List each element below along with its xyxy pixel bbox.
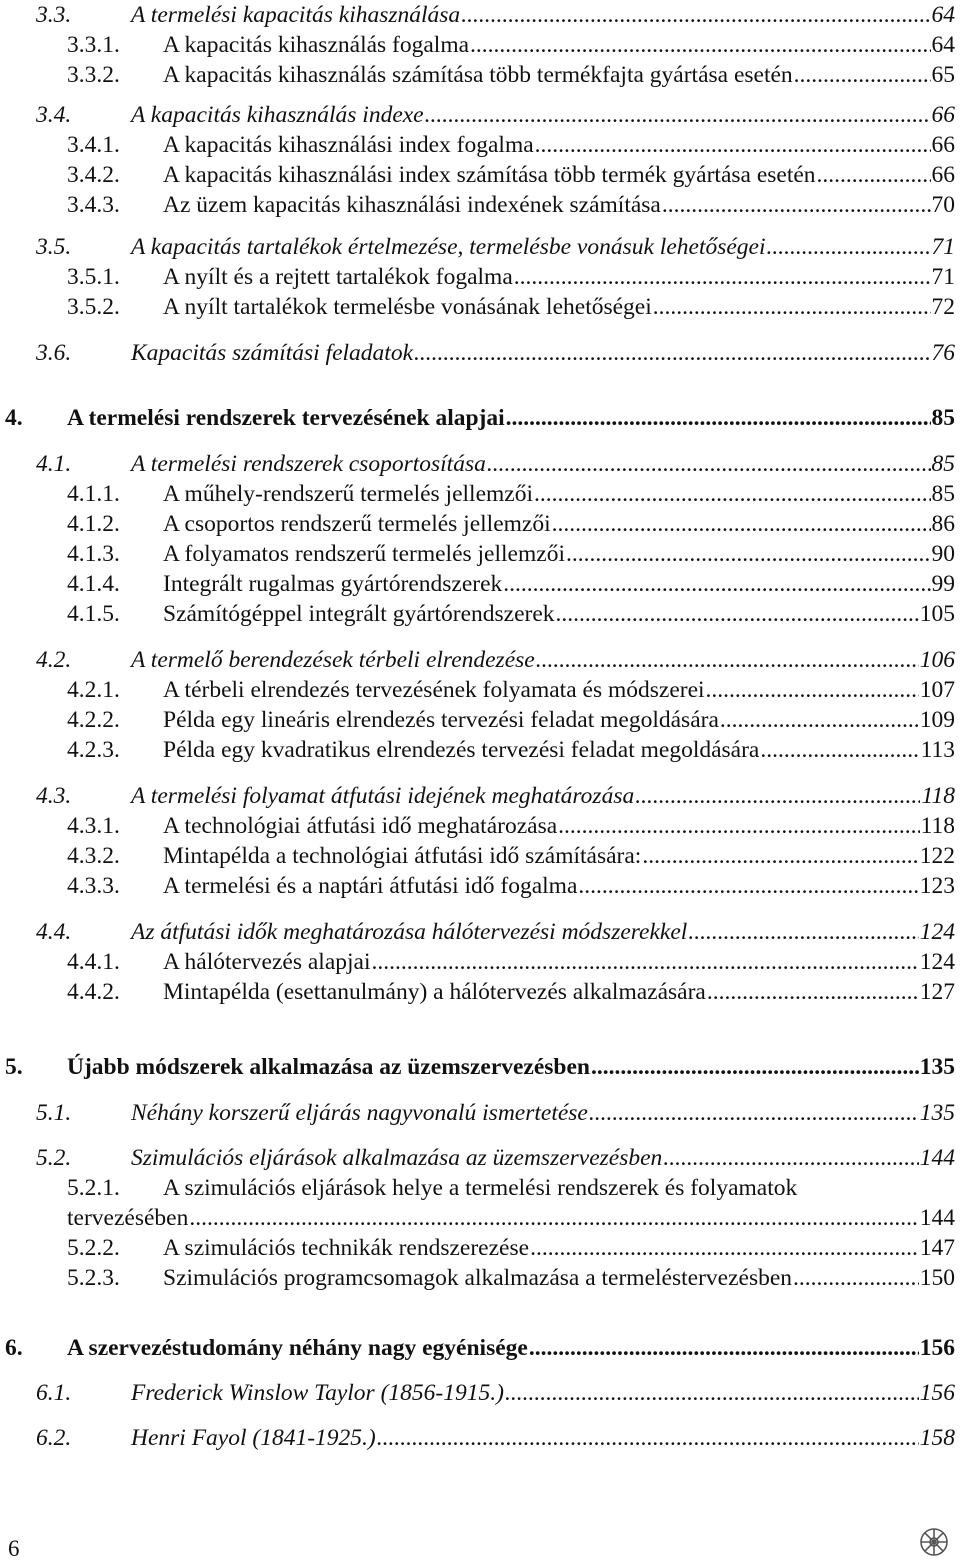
- toc-entry-title: A kapacitás tartalékok értelmezése, termelésbe vonásuk lehetőségei: [131, 234, 766, 260]
- toc-entry-number: 4.1.1.: [67, 481, 120, 507]
- toc-entry-number: 3.5.1.: [67, 264, 120, 290]
- dot-leader: [377, 1423, 919, 1453]
- toc-entry[interactable]: [0, 449, 960, 479]
- toc-entry-number: 4.3.1.: [67, 813, 120, 839]
- toc-entry-number: 4.1.3.: [67, 541, 120, 567]
- toc-entry-number: 4.: [5, 405, 23, 431]
- toc-entry-page: 70: [931, 192, 955, 218]
- toc-entry[interactable]: [0, 539, 960, 569]
- toc-entry[interactable]: [0, 977, 960, 1007]
- toc-entry-number: 3.5.2.: [67, 294, 120, 320]
- toc-entry-number: 5.2.2.: [67, 1235, 120, 1261]
- toc-entry-page: 107: [919, 677, 955, 703]
- toc-entry-title: A szimulációs technikák rendszerezése: [163, 1235, 530, 1261]
- toc-entry-number: 6.1.: [36, 1380, 72, 1406]
- toc-entry-number: 3.4.1.: [67, 132, 120, 158]
- toc-entry[interactable]: [0, 1143, 960, 1173]
- toc-entry[interactable]: [0, 160, 960, 190]
- toc-entry-page: 86: [931, 511, 955, 537]
- toc-entry[interactable]: [0, 262, 960, 292]
- dot-leader: [534, 479, 931, 509]
- toc-entry-title: A termelési és a naptári átfutási idő fogalma: [163, 873, 578, 899]
- toc-entry-title: A szervezéstudomány néhány nagy egyénisége: [67, 1335, 528, 1361]
- toc-entry-number: 5.: [5, 1054, 23, 1080]
- toc-entry-number: 4.4.2.: [67, 979, 120, 1005]
- toc-entry-number: 4.4.1.: [67, 949, 120, 975]
- toc-entry-title: Példa egy lineáris elrendezés tervezési feladat megoldására: [163, 707, 719, 733]
- toc-entry-number: 3.3.2.: [67, 62, 120, 88]
- toc-entry-page: 144: [919, 1205, 955, 1231]
- toc-entry[interactable]: [0, 871, 960, 901]
- dot-leader: [461, 0, 930, 30]
- toc-entry-title: Számítógéppel integrált gyártórendszerek: [163, 601, 555, 627]
- toc-entry-number: 3.4.3.: [67, 192, 120, 218]
- toc-entry-page: 127: [919, 979, 955, 1005]
- toc-entry-number: 5.2.1.: [67, 1175, 120, 1201]
- toc-entry-title: Szimulációs eljárások alkalmazása az üzemszervezésben: [131, 1145, 663, 1171]
- toc-entry-page: 150: [919, 1265, 955, 1291]
- toc-entry-page: 65: [931, 62, 955, 88]
- toc-entry[interactable]: [0, 917, 960, 947]
- dot-leader: [506, 403, 931, 433]
- toc-entry[interactable]: [0, 705, 960, 735]
- toc-entry-number: 4.4.: [36, 919, 72, 945]
- dot-leader: [505, 1378, 919, 1408]
- toc-entry-number: 4.3.2.: [67, 843, 120, 869]
- toc-entry-title: A térbeli elrendezés tervezésének folyamata és módszerei: [163, 677, 705, 703]
- dot-leader: [189, 1203, 918, 1233]
- toc-entry-title: Integrált rugalmas gyártórendszerek: [163, 571, 503, 597]
- toc-entry-page: 66: [931, 102, 955, 128]
- toc-entry-title: A folyamatos rendszerű termelés jellemzői: [163, 541, 565, 567]
- dot-leader: [535, 130, 931, 160]
- dot-leader: [662, 190, 931, 220]
- toc-entry[interactable]: [0, 479, 960, 509]
- toc-entry-page: 147: [919, 1235, 955, 1261]
- toc-entry-number: 3.3.1.: [67, 32, 120, 58]
- toc-entry-number: 4.2.2.: [67, 707, 120, 733]
- dot-leader: [552, 509, 931, 539]
- dot-leader: [720, 705, 919, 735]
- toc-entry-page: 85: [931, 405, 955, 431]
- toc-entry[interactable]: [0, 338, 960, 368]
- toc-entry-page: 156: [919, 1335, 955, 1361]
- dot-leader: [414, 338, 931, 368]
- toc-entry[interactable]: [0, 1233, 960, 1263]
- dot-leader: [767, 232, 931, 262]
- toc-entry-page: 123: [919, 873, 955, 899]
- toc-entry-title: Mintapélda a technológiai átfutási idő számítására:: [163, 843, 642, 869]
- toc-entry-title: Kapacitás számítási feladatok: [131, 340, 413, 366]
- toc-entry[interactable]: [0, 1378, 960, 1408]
- toc-entry-number: 3.4.2.: [67, 162, 120, 188]
- toc-entry[interactable]: [0, 675, 960, 705]
- toc-entry-title: A nyílt és a rejtett tartalékok fogalma: [163, 264, 513, 290]
- toc-entry-page: 99: [931, 571, 955, 597]
- toc-entry-title: A termelési rendszerek tervezésének alapjai: [67, 405, 505, 431]
- toc-entry-page: 64: [931, 32, 955, 58]
- toc-entry[interactable]: [0, 1173, 960, 1203]
- toc-entry[interactable]: [0, 130, 960, 160]
- toc-entry-title: A kapacitás kihasználás fogalma: [163, 32, 470, 58]
- toc-entry-page: 124: [919, 949, 955, 975]
- toc-entry-page: 109: [919, 707, 955, 733]
- dot-leader: [760, 735, 919, 765]
- toc-entry-page: 105: [919, 601, 955, 627]
- toc-entry-page: 66: [931, 162, 955, 188]
- toc-entry-title: A kapacitás kihasználás indexe: [131, 102, 424, 128]
- dot-leader: [371, 947, 918, 977]
- toc-entry-number: 5.2.3.: [67, 1265, 120, 1291]
- dot-leader: [591, 1052, 919, 1082]
- toc-entry-page: 85: [931, 481, 955, 507]
- toc-entry-number: 3.3.: [36, 2, 72, 28]
- toc-entry[interactable]: [0, 947, 960, 977]
- toc-entry-title: A kapacitás kihasználási index fogalma: [163, 132, 534, 158]
- toc-entry-title: Frederick Winslow Taylor (1856-1915.): [131, 1380, 504, 1406]
- toc-entry-title: A termelési folyamat átfutási idejének meghatározása: [131, 783, 635, 809]
- toc-entry[interactable]: [0, 569, 960, 599]
- toc-entry-page: 64: [931, 2, 955, 28]
- dot-leader: [530, 1233, 919, 1263]
- toc-entry[interactable]: [0, 509, 960, 539]
- dot-leader: [536, 645, 919, 675]
- toc-entry-title: A termelő berendezések térbeli elrendezése: [131, 647, 535, 673]
- dot-leader: [566, 539, 931, 569]
- toc-entry-number: 4.1.4.: [67, 571, 120, 597]
- toc-entry-title: Henri Fayol (1841-1925.): [131, 1425, 376, 1451]
- toc-entry[interactable]: [0, 1263, 960, 1293]
- toc-entry[interactable]: [0, 0, 960, 30]
- toc-entry-number: 4.1.2.: [67, 511, 120, 537]
- toc-entry-number: 4.3.: [36, 783, 72, 809]
- dot-leader: [514, 262, 931, 292]
- toc-entry-title: Példa egy kvadratikus elrendezés tervezési feladat megoldására: [163, 737, 760, 763]
- toc-entry-title: Szimulációs programcsomagok alkalmazása a termeléstervezésben: [163, 1265, 793, 1291]
- toc-entry-title: A kapacitás kihasználás számítása több termékfajta gyártása esetén: [163, 62, 793, 88]
- dot-leader: [635, 781, 920, 811]
- toc-entry[interactable]: [0, 599, 960, 629]
- toc-entry[interactable]: [0, 1052, 960, 1082]
- toc-entry-title: Az átfutási idők meghatározása hálótervezési módszerekkel: [131, 919, 688, 945]
- dot-leader: [558, 811, 919, 841]
- toc-entry-page: 135: [919, 1054, 955, 1080]
- toc-entry-title: A kapacitás kihasználási index számítása több termék gyártása esetén: [163, 162, 816, 188]
- dot-leader: [707, 977, 919, 1007]
- dot-leader: [470, 30, 930, 60]
- dot-leader: [793, 1263, 919, 1293]
- toc-entry[interactable]: [0, 190, 960, 220]
- toc-entry-title: A szimulációs eljárások helye a termelési rendszerek és folyamatok: [163, 1175, 798, 1201]
- page-number: 6: [8, 1536, 20, 1561]
- dot-leader: [817, 160, 931, 190]
- toc-entry-page: 85: [931, 451, 955, 477]
- toc-entry[interactable]: [0, 841, 960, 871]
- toc-entry-number: 4.1.5.: [67, 601, 120, 627]
- toc-entry[interactable]: [0, 1423, 960, 1453]
- toc-entry[interactable]: [0, 30, 960, 60]
- toc-entry[interactable]: [0, 403, 960, 433]
- toc-entry-title: Néhány korszerű eljárás nagyvonalú ismertetése: [131, 1100, 588, 1126]
- toc-entry-title: A műhely-rendszerű termelés jellemzői: [163, 481, 533, 507]
- toc-entry-number: 6.: [5, 1335, 23, 1361]
- toc-entry-number: 4.2.1.: [67, 677, 120, 703]
- toc-entry-number: 3.4.: [36, 102, 72, 128]
- toc-entry-number: 4.1.: [36, 451, 72, 477]
- toc-entry-page: 156: [919, 1380, 955, 1406]
- dot-leader: [794, 60, 931, 90]
- toc-entry-title: Mintapélda (esettanulmány) a hálótervezés alkalmazására: [163, 979, 706, 1005]
- logo-icon: [918, 1526, 950, 1558]
- dot-leader: [688, 917, 918, 947]
- toc-entry-title: A termelési rendszerek csoportosítása: [131, 451, 486, 477]
- toc-entry-page: 113: [920, 737, 955, 763]
- dot-leader: [503, 569, 930, 599]
- toc-entry-title: A nyílt tartalékok termelésbe vonásának lehetőségei: [163, 294, 652, 320]
- dot-leader: [529, 1333, 919, 1363]
- toc-entry-title: A technológiai átfutási idő meghatározása: [163, 813, 558, 839]
- toc-entry-page: 158: [919, 1425, 955, 1451]
- dot-leader: [642, 841, 918, 871]
- toc-entry-number: 4.2.: [36, 647, 72, 673]
- toc-entry-number: 3.5.: [36, 234, 72, 260]
- dot-leader: [578, 871, 918, 901]
- toc-entry-number: 5.2.: [36, 1145, 72, 1171]
- toc-entry-page: 144: [919, 1145, 955, 1171]
- toc-entry-number: 5.1.: [36, 1100, 72, 1126]
- toc-entry-title: A hálótervezés alapjai: [163, 949, 371, 975]
- toc-entry[interactable]: [0, 645, 960, 675]
- toc-entry-number: 3.6.: [36, 340, 72, 366]
- toc-entry-page: 118: [921, 783, 955, 809]
- toc-entry-page: 106: [919, 647, 955, 673]
- toc-entry-title: A termelési kapacitás kihasználása: [131, 2, 461, 28]
- toc-entry-page: 71: [931, 264, 955, 290]
- toc-entry[interactable]: [0, 100, 960, 130]
- toc-entry-page: 118: [920, 813, 955, 839]
- toc-entry-page: 124: [919, 919, 955, 945]
- dot-leader: [487, 449, 931, 479]
- toc-entry-title: Újabb módszerek alkalmazása az üzemszervezésben: [67, 1054, 591, 1080]
- dot-leader: [653, 292, 931, 322]
- toc-entry-title: A csoportos rendszerű termelés jellemzői: [163, 511, 551, 537]
- toc-entry[interactable]: [0, 292, 960, 322]
- toc-entry[interactable]: [0, 811, 960, 841]
- dot-leader: [589, 1098, 919, 1128]
- toc-entry-title: tervezésében: [67, 1205, 189, 1231]
- toc-entry-number: 4.2.3.: [67, 737, 120, 763]
- toc-entry-page: 76: [931, 340, 955, 366]
- toc-entry[interactable]: [0, 1098, 960, 1128]
- toc-entry-page: 90: [931, 541, 955, 567]
- toc-entry[interactable]: [0, 735, 960, 765]
- dot-leader: [706, 675, 919, 705]
- toc-entry[interactable]: [0, 1203, 960, 1233]
- toc-entry[interactable]: [0, 781, 960, 811]
- toc-entry[interactable]: [0, 1333, 960, 1363]
- toc-entry-page: 72: [931, 294, 955, 320]
- dot-leader: [425, 100, 931, 130]
- toc-entry-page: 122: [919, 843, 955, 869]
- toc-entry-number: 4.3.3.: [67, 873, 120, 899]
- dot-leader: [556, 599, 919, 629]
- toc-entry-title: Az üzem kapacitás kihasználási indexének számítása: [163, 192, 661, 218]
- toc-entry-page: 66: [931, 132, 955, 158]
- toc-entry[interactable]: [0, 60, 960, 90]
- toc-entry[interactable]: [0, 232, 960, 262]
- toc-entry-page: 135: [919, 1100, 955, 1126]
- toc-entry-number: 6.2.: [36, 1425, 72, 1451]
- dot-leader: [663, 1143, 918, 1173]
- toc-entry-page: 71: [931, 234, 955, 260]
